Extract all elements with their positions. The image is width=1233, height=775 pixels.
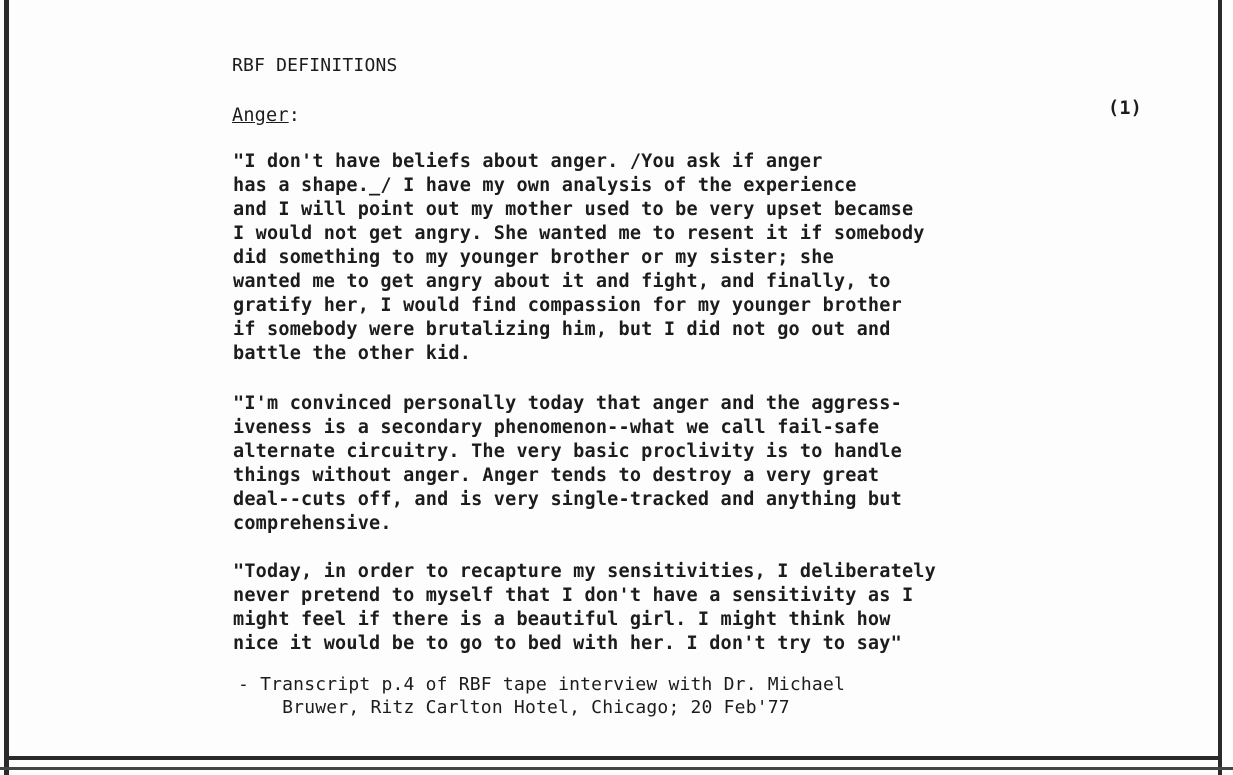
quote-paragraph-3: "Today, in order to recapture my sensitivities, I deliberately never pretend to myself that I don't have a sensitivity as I might feel if there is a beautiful girl. I might think how nice it would be to go to bed with her. I don't try to say": [233, 561, 936, 654]
quote-paragraph-1: "I don't have beliefs about anger. /You ask if anger has a shape._/ I have my own analysis of the experience and I will point out my mother used to be very upset becamse I would not get angry. She wanted me to resent it if somebody did something to my younger brother or my sister; she wanted me to get angry about it and fight, and finally, to gratify her, I would find compassion for my younger brother if somebody were brutalizing him, but I did not go out and battle the other kid.: [233, 151, 925, 364]
quote-paragraph-2: "I'm convinced personally today that anger and the aggress- iveness is a secondary phenomenon--what we call fail-safe alternate circuitry. The very basic proclivity is to handle things without anger. Anger tends to destroy a very great deal--cuts off, and is very single-tracked and anything but comprehensive.: [233, 393, 902, 534]
document-heading: RBF DEFINITIONS: [232, 55, 398, 76]
section-title-line: [232, 104, 300, 128]
section-title: Anger: [232, 105, 289, 126]
page-edge-bottom: [0, 767, 1233, 770]
source-citation: - Transcript p.4 of RBF tape interview with Dr. Michael Bruwer, Ritz Carlton Hotel, Chicago; 20 Feb'77: [238, 674, 846, 718]
page-number: (1): [1108, 98, 1143, 119]
page-border-bottom: [4, 756, 1222, 760]
page-border-right: [1218, 0, 1222, 775]
section-title-colon: :: [288, 105, 301, 126]
page-border-left: [4, 0, 9, 775]
